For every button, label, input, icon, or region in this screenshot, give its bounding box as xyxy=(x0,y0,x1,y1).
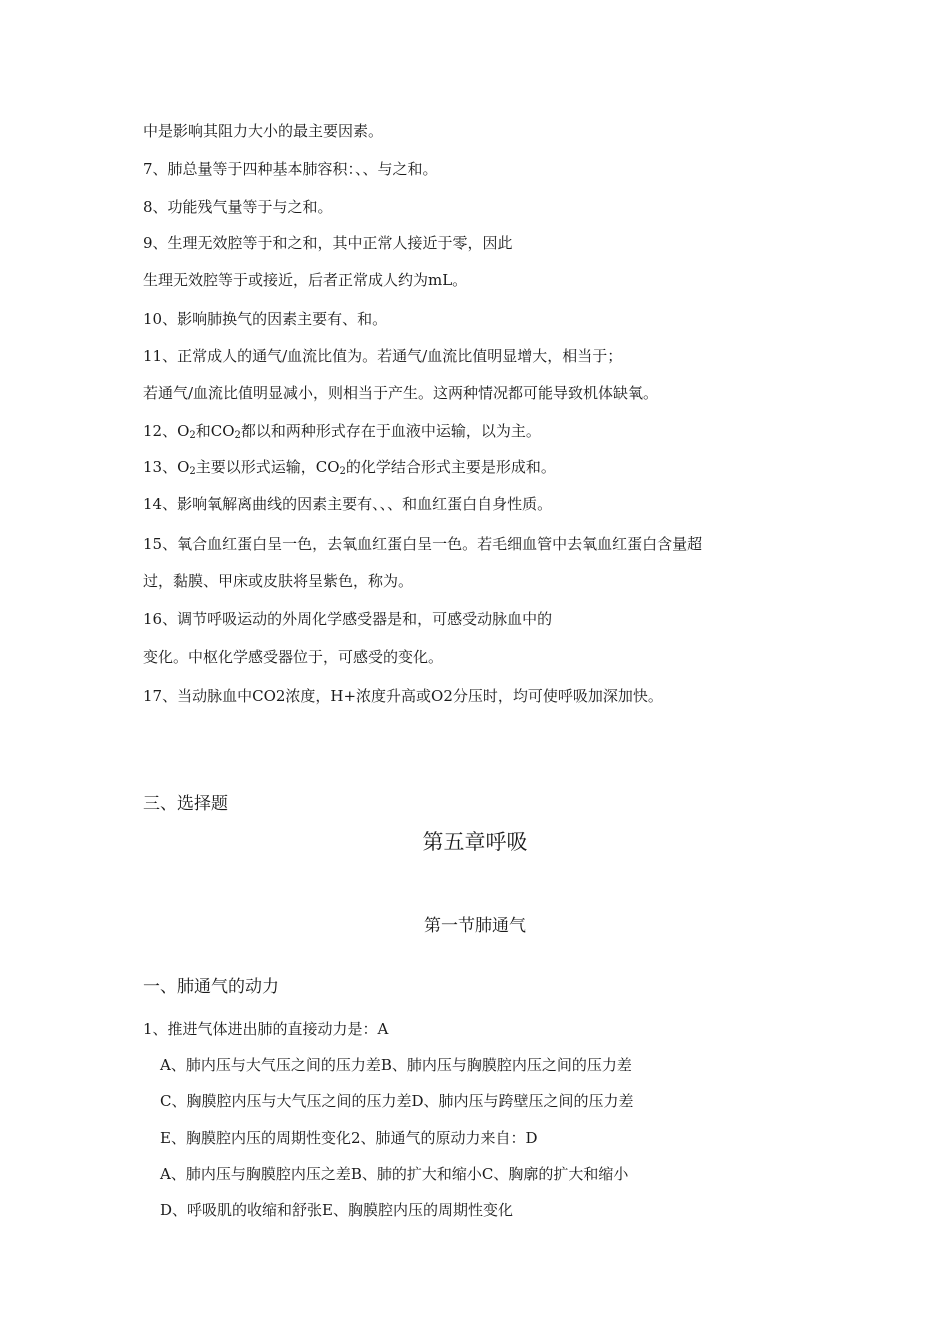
question-9: 9、生理无效腔等于和之和，其中正常人接近于零，因此 xyxy=(143,234,513,252)
question-13 xyxy=(143,457,556,477)
question-14: 14、影响氧解离曲线的因素主要有、、、和血红蛋白自身性质。 xyxy=(143,495,553,513)
q12-sub2: 2 xyxy=(234,430,241,441)
section-title: 第一节肺通气 xyxy=(424,916,526,936)
question-17: 17、当动脉血中CO2浓度，H+浓度升高或O2分压时，均可使呼吸加深加快。 xyxy=(143,687,663,705)
q12-part1: 12、O xyxy=(143,422,190,440)
mcq-question-1: 1、推进气体进出肺的直接动力是：A xyxy=(143,1020,389,1038)
q12-part3: 都以和两种形式存在于血液中运输，以为主。 xyxy=(240,422,541,440)
q12-sub1: 2 xyxy=(189,430,196,441)
q13-part3: 的化学结合形式主要是形成和。 xyxy=(345,458,556,476)
mcq-options-line: A、肺内压与大气压之间的压力差B、肺内压与胸膜腔内压之间的压力差 xyxy=(160,1056,632,1074)
q13-part2: 主要以形式运输，CO xyxy=(195,458,340,476)
chapter-title: 第五章呼吸 xyxy=(422,830,528,854)
q13-sub2: 2 xyxy=(339,466,346,477)
sub-heading: 一、肺通气的动力 xyxy=(143,977,279,997)
question-8: 8、功能残气量等于与之和。 xyxy=(143,198,333,216)
question-10: 10、影响肺换气的因素主要有、和。 xyxy=(143,310,388,328)
question-11-cont: 若通气/血流比值明显减小，则相当于产生。这两种情况都可能导致机体缺氧。 xyxy=(143,384,659,402)
section-heading: 三、选择题 xyxy=(143,794,228,814)
mcq-options-line: D、呼吸肌的收缩和舒张E、胸膜腔内压的周期性变化 xyxy=(160,1201,513,1219)
mcq-options-line: E、胸膜腔内压的周期性变化2、肺通气的原动力来自：D xyxy=(160,1129,538,1147)
question-7: 7、肺总量等于四种基本肺容积：、、与之和。 xyxy=(143,160,438,178)
question-15-cont: 过，黏膜、甲床或皮肤将呈紫色，称为。 xyxy=(143,572,414,590)
q13-part1: 13、O xyxy=(143,458,190,476)
mcq-options-line: C、胸膜腔内压与大气压之间的压力差D、肺内压与跨壁压之间的压力差 xyxy=(160,1092,634,1110)
q13-sub1: 2 xyxy=(189,466,196,477)
question-16: 16、调节呼吸运动的外周化学感受器是和，可感受动脉血中的 xyxy=(143,610,553,628)
question-9-cont: 生理无效腔等于或接近，后者正常成人约为mL。 xyxy=(143,271,468,289)
question-15: 15、氧合血红蛋白呈一色，去氧血红蛋白呈一色。若毛细血管中去氧血红蛋白含量超 xyxy=(143,535,703,553)
question-12 xyxy=(143,421,541,441)
text-line: 中是影响其阻力大小的最主要因素。 xyxy=(143,122,384,140)
q12-part2: 和CO xyxy=(195,422,235,440)
question-11: 11、正常成人的通气/血流比值为。若通气/血流比值明显增大，相当于； xyxy=(143,347,623,365)
mcq-options-line: A、肺内压与胸膜腔内压之差B、肺的扩大和缩小C、胸廓的扩大和缩小 xyxy=(160,1165,629,1183)
question-16-cont: 变化。中枢化学感受器位于，可感受的变化。 xyxy=(143,648,444,666)
